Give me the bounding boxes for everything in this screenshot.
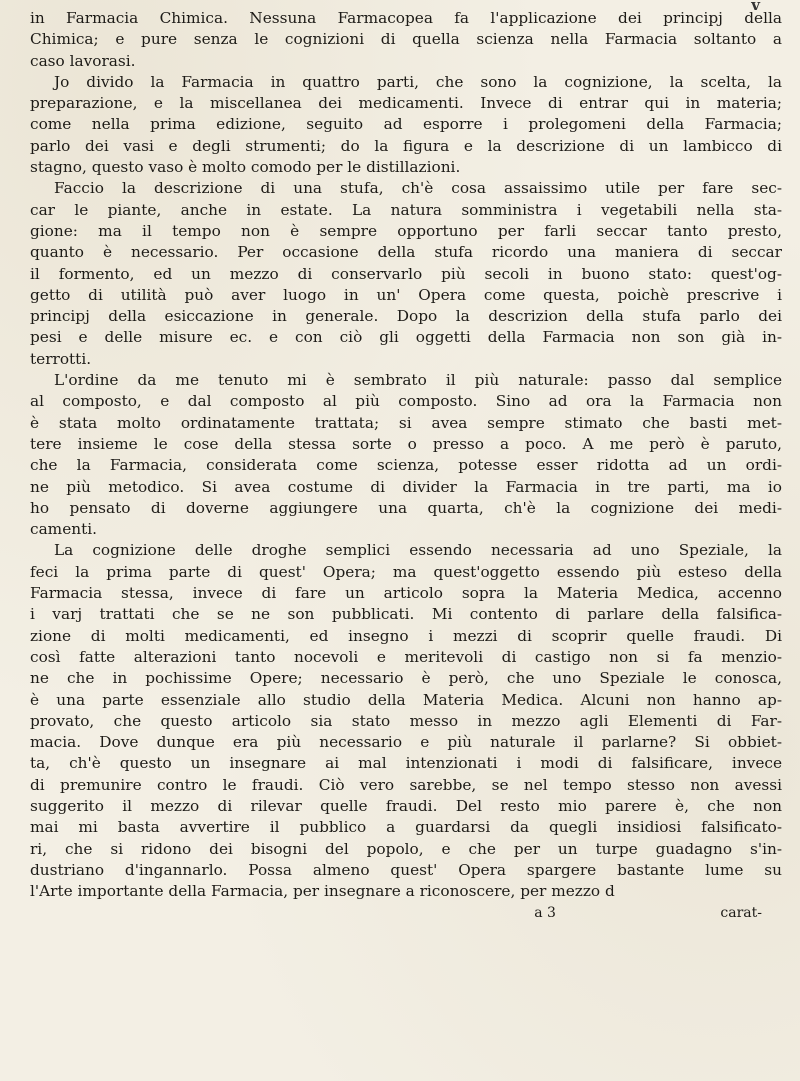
text-line: La cognizione delle droghe semplici essendo necessaria ad uno Speziale, la bbox=[54, 541, 782, 560]
catchword: carat- bbox=[720, 905, 762, 922]
page-footer bbox=[30, 904, 782, 922]
signature-mark: a 3 bbox=[534, 905, 556, 922]
text-line: suggerito il mezzo di rilevar quelle fraudi. Del resto mio parere è, che non bbox=[30, 796, 782, 815]
text-line: feci la prima parte di quest' Opera; ma quest'oggetto essendo più esteso della bbox=[30, 562, 782, 581]
text-line: Jo divido la Farmacia in quattro parti, che sono la cognizione, la scelta, la bbox=[54, 72, 782, 91]
text-line: pesi e delle misure ec. e con ciò gli oggetti della Farmacia non son già in- bbox=[30, 328, 782, 347]
text-line: L'ordine da me tenuto mi è sembrato il più naturale: passo dal semplice bbox=[54, 371, 782, 390]
text-line: in Farmacia Chimica. Nessuna Farmacopea fa l'applicazione dei principj della bbox=[30, 9, 782, 27]
text-line: Faccio la descrizione di una stufa, ch'è cosa assaissimo utile per fare sec- bbox=[54, 179, 782, 198]
paragraph bbox=[30, 72, 782, 178]
text-line: è stata molto ordinatamente trattata; si avea sempre stimato che basti met- bbox=[30, 413, 782, 432]
text-line: è una parte essenziale allo studio della Materia Medica. Alcuni non hanno ap- bbox=[30, 690, 782, 709]
text-line: ne più metodico. Si avea costume di divider la Farmacia in tre parti, ma io bbox=[30, 477, 782, 496]
paragraph bbox=[30, 540, 782, 902]
text-line: macia. Dove dunque era più necessario e più naturale il parlarne? Si obbiet- bbox=[30, 733, 782, 752]
text-line: ne che in pochissime Opere; necessario è però, che uno Speziale le conosca, bbox=[30, 669, 782, 688]
text-line: parlo dei vasi e degli strumenti; do la figura e la descrizione di un lambicco di bbox=[30, 136, 782, 155]
text-line: ho pensato di doverne aggiungere una quarta, ch'è la cognizione dei medi- bbox=[30, 498, 782, 517]
text-line: Chimica; e pure senza le cognizioni di quella scienza nella Farmacia soltanto a bbox=[30, 30, 782, 49]
paragraph bbox=[30, 8, 782, 72]
text-line: ta, ch'è questo un insegnare ai mal intenzionati i modi di falsificare, invece bbox=[30, 754, 782, 773]
text-line: come nella prima edizione, seguito ad esporre i prolegomeni della Farmacia; bbox=[30, 115, 782, 134]
text-line: così fatte alterazioni tanto nocevoli e meritevoli di castigo non si fa menzio- bbox=[30, 647, 782, 666]
text-line: i varj trattati che se ne son pubblicati. Mi contento di parlare della falsifica- bbox=[30, 605, 782, 624]
text-line: al composto, e dal composto al più composto. Sino ad ora la Farmacia non bbox=[30, 392, 782, 411]
text-line: camenti. bbox=[30, 520, 97, 539]
text-line: Farmacia stessa, invece di fare un articolo sopra la Materia Medica, accenno bbox=[30, 584, 782, 603]
text-line: stagno, questo vaso è molto comodo per le distillazioni. bbox=[30, 158, 461, 177]
text-line: gione: ma il tempo non è sempre opportuno per farli seccar tanto presto, bbox=[30, 221, 782, 240]
text-body bbox=[30, 8, 782, 902]
text-line: dustriano d'ingannarlo. Possa almeno quest' Opera spargere bastante lume su bbox=[30, 860, 782, 879]
text-line: tere insieme le cose della stessa sorte o presso a poco. A me però è paruto, bbox=[30, 434, 782, 453]
text-line: principj della esiccazione in generale. Dopo la descrizion della stufa parlo dei bbox=[30, 307, 782, 326]
text-line: che la Farmacia, considerata come scienza, potesse esser ridotta ad un ordi- bbox=[30, 456, 782, 475]
text-line: getto di utilità può aver luogo in un' Opera come questa, poichè prescrive i bbox=[30, 285, 782, 304]
text-line: provato, che questo articolo sia stato messo in mezzo agli Elementi di Far- bbox=[30, 711, 782, 730]
text-line: ri, che si ridono dei bisogni del popolo, e che per un turpe guadagno s'in- bbox=[30, 839, 782, 858]
text-line: l'Arte importante della Farmacia, per insegnare a riconoscere, per mezzo d bbox=[30, 882, 615, 901]
text-line: terrotti. bbox=[30, 349, 92, 368]
paragraph bbox=[30, 370, 782, 540]
text-line: preparazione, e la miscellanea dei medicamenti. Invece di entrar qui in materia; bbox=[30, 94, 782, 113]
text-line: zione di molti medicamenti, ed insegno i mezzi di scoprir quelle fraudi. Di bbox=[30, 626, 782, 645]
corner-mark: v bbox=[751, 0, 760, 14]
text-line: mai mi basta avvertire il pubblico a guardarsi da quegli insidiosi falsificato- bbox=[30, 818, 782, 837]
text-line: quanto è necessario. Per occasione della stufa ricordo una maniera di seccar bbox=[30, 243, 782, 262]
text-line: il formento, ed un mezzo di conservarlo più secoli in buono stato: quest'og- bbox=[30, 264, 782, 283]
text-line: car le piante, anche in estate. La natura somministra i vegetabili nella sta- bbox=[30, 200, 782, 219]
text-line: di premunire contro le fraudi. Ciò vero sarebbe, se nel tempo stesso non avessi bbox=[30, 775, 782, 794]
paragraph bbox=[30, 178, 782, 370]
text-line: caso lavorasi. bbox=[30, 51, 136, 70]
